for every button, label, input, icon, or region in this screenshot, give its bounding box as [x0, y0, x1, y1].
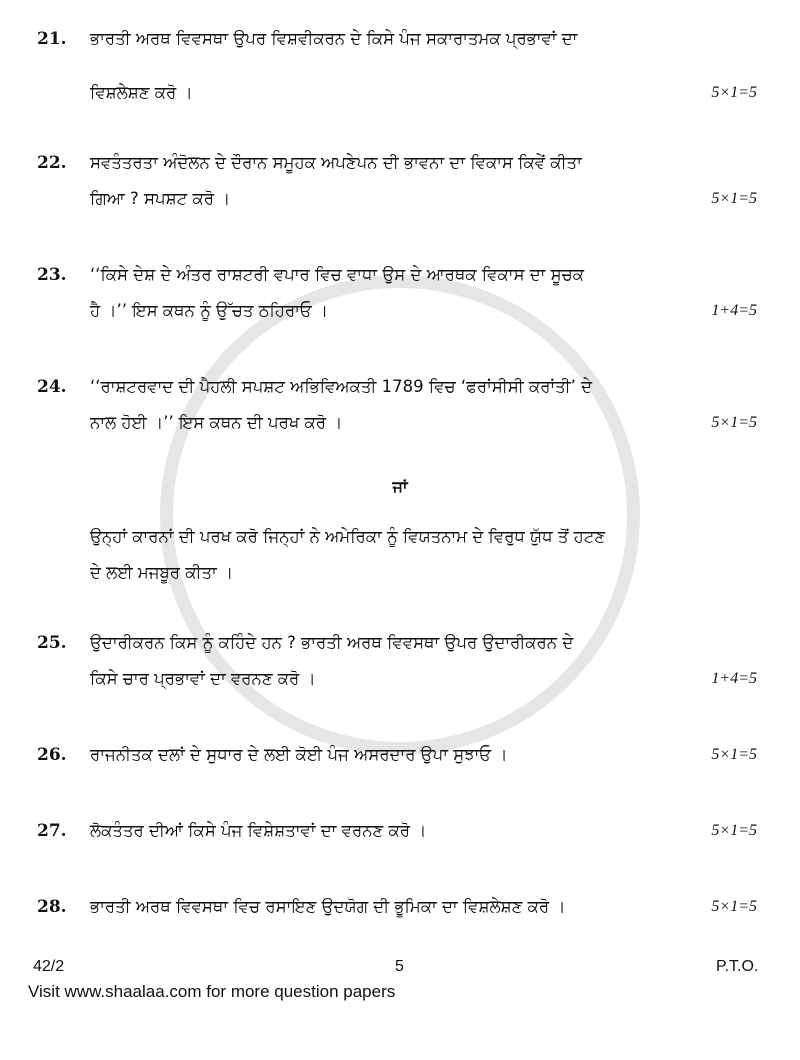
paper-code: 42/2: [33, 958, 65, 975]
question-26: [37, 740, 757, 776]
question-27: [37, 816, 757, 852]
question-24-alternative: [90, 522, 757, 588]
marks: 5×1=5: [711, 414, 757, 431]
question-text: ਹੈ ।’’ ਇਸ ਕਥਨ ਨੂੰ ਉੱਚਤ ਠਹਿਰਾਓ ।: [90, 301, 329, 320]
marks: 5×1=5: [711, 822, 757, 839]
question-25: [37, 628, 757, 700]
question-text: ਨਾਲ ਹੋਈ ।’’ ਇਸ ਕਥਨ ਦੀ ਪਰਖ ਕਰੋ ।: [90, 413, 343, 432]
marks: 1+4=5: [711, 302, 757, 319]
page-number: 5: [395, 958, 404, 975]
or-label: ਜਾਂ: [392, 477, 408, 496]
question-text: ਕਿਸੇ ਚਾਰ ਪ੍ਰਭਾਵਾਂ ਦਾ ਵਰਨਣ ਕਰੋ ।: [90, 669, 316, 688]
question-number: 25.: [37, 633, 67, 653]
marks: 5×1=5: [711, 84, 757, 101]
question-number: 21.: [37, 29, 67, 49]
question-24: [37, 372, 757, 444]
question-text: ਭਾਰਤੀ ਅਰਥ ਵਿਵਸਥਾ ਵਿਚ ਰਸਾਇਣ ਉਦਯੋਗ ਦੀ ਭੂਮਿਕਾ ਦਾ ਵਿਸ਼ਲੇਸ਼ਣ ਕਰੋ ।: [90, 897, 566, 916]
question-23: [37, 260, 757, 332]
question-number: 28.: [37, 897, 67, 917]
question-text: ਸਵਤੰਤਰਤਾ ਅੰਦੋਲਨ ਦੇ ਦੌਰਾਨ ਸਮੂਹਕ ਅਪਣੇਪਨ ਦੀ ਭਾਵਨਾ ਦਾ ਵਿਕਾਸ ਕਿਵੇਂ ਕੀਤਾ: [90, 153, 582, 172]
question-text: ‘‘ਰਾਸ਼ਟਰਵਾਦ ਦੀ ਪੈਹਲੀ ਸਪਸ਼ਟ ਅਭਿਵਿਅਕਤੀ 1789 ਵਿਚ ‘ਫਰਾਂਸੀਸੀ ਕਰਾਂਤੀ’ ਦੇ: [90, 377, 593, 396]
marks: 5×1=5: [711, 746, 757, 763]
question-28: [37, 892, 757, 928]
question-21: [37, 24, 757, 114]
pto-label: P.T.O.: [716, 958, 759, 975]
question-text: ‘‘ਕਿਸੇ ਦੇਸ਼ ਦੇ ਅੰਤਰ ਰਾਸ਼ਟਰੀ ਵਪਾਰ ਵਿਚ ਵਾਧਾ ਉਸ ਦੇ ਆਰਥਕ ਵਿਕਾਸ ਦਾ ਸੂਚਕ: [90, 265, 584, 284]
marks: 5×1=5: [711, 898, 757, 915]
question-number: 22.: [37, 153, 67, 173]
question-22: [37, 148, 757, 220]
question-text: ਭਾਰਤੀ ਅਰਥ ਵਿਵਸਥਾ ਉਪਰ ਵਿਸ਼ਵੀਕਰਨ ਦੇ ਕਿਸੇ ਪੰਜ ਸਕਾਰਾਤਮਕ ਪ੍ਰਭਾਵਾਂ ਦਾ: [90, 29, 578, 48]
question-text: ਉਦਾਰੀਕਰਨ ਕਿਸ ਨੂੰ ਕਹਿੰਦੇ ਹਨ ? ਭਾਰਤੀ ਅਰਥ ਵਿਵਸਥਾ ਉਪਰ ਉਦਾਰੀਕਰਨ ਦੇ: [90, 633, 574, 652]
question-text: ਉਨ੍ਹਾਂ ਕਾਰਨਾਂ ਦੀ ਪਰਖ ਕਰੋ ਜਿਨ੍ਹਾਂ ਨੇ ਅਮੇਰਿਕਾ ਨੂੰ ਵਿਯਤਨਾਮ ਦੇ ਵਿਰੁਧ ਯੁੱਧ ਤੋਂ ਹਟਣ: [90, 527, 606, 546]
marks: 1+4=5: [711, 670, 757, 687]
question-text: ਲੋਕਤੰਤਰ ਦੀਆਂ ਕਿਸੇ ਪੰਜ ਵਿਸ਼ੇਸ਼ਤਾਵਾਂ ਦਾ ਵਰਨਣ ਕਰੋ ।: [90, 821, 427, 840]
question-number: 27.: [37, 821, 67, 841]
question-number: 24.: [37, 377, 67, 397]
question-text: ਰਾਜਨੀਤਕ ਦਲਾਂ ਦੇ ਸੁਧਾਰ ਦੇ ਲਈ ਕੋਈ ਪੰਜ ਅਸਰਦਾਰ ਉਪਾ ਸੁਝਾਓ ।: [90, 745, 508, 764]
question-text: ਵਿਸ਼ਲੇਸ਼ਣ ਕਰੋ ।: [90, 83, 193, 102]
question-number: 23.: [37, 265, 67, 285]
visit-link[interactable]: Visit www.shaalaa.com for more question papers: [28, 982, 396, 1001]
page-footer: [0, 958, 800, 1014]
marks: 5×1=5: [711, 190, 757, 207]
question-text: ਦੇ ਲਈ ਮਜਬੂਰ ਕੀਤਾ ।: [90, 563, 234, 582]
question-number: 26.: [37, 745, 67, 765]
question-text: ਗਿਆ ? ਸਪਸ਼ਟ ਕਰੋ ।: [90, 189, 231, 208]
